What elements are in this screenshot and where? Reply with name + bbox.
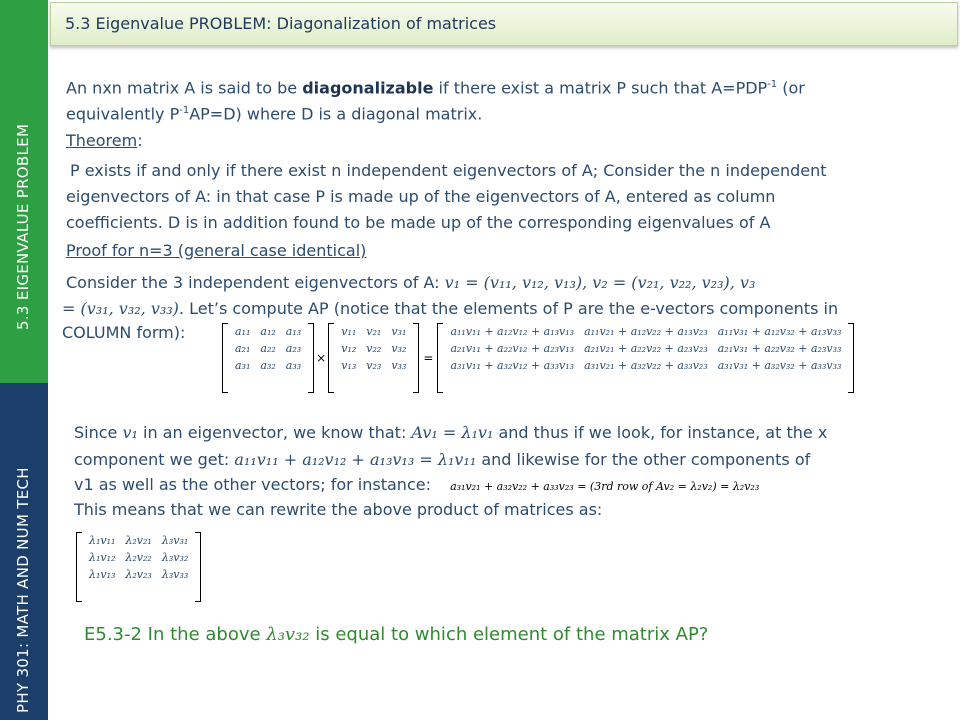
theorem-heading [66,128,143,154]
eigenvector-definitions: v₁ = (v₁₁, v₁₂, v₁₃), v₂ = (v₂₁, v₂₂, v₂₃), v₃ [444,273,756,292]
matrix-lambda-v-table [84,532,193,583]
matrix-a-table-cell: a₃₃ [285,359,302,372]
theorem-colon: : [137,131,143,150]
matrix-p-table-cell: v₂₂ [366,342,382,355]
page-title: 5.3 Eigenvalue PROBLEM: Diagonalization of matrices [65,14,497,33]
proof-heading: Proof for n=3 (general case identical) [66,241,367,260]
consider-line-1 [66,270,755,296]
eigenvector-v3: = (v₃₁, v₃₂, v₃₃). [62,299,185,318]
matrix-a-table-cell: a₂₃ [285,342,302,355]
intro2-post: AP=D) where D is a diagonal matrix. [189,104,483,124]
eigen-equation: Av₁ = λ₁v₁ [411,423,494,442]
sidebar-bottom [0,383,48,720]
since2-b: and likewise for the other components of [476,450,811,469]
since-line-3 [74,472,759,500]
intro-line-2 [66,98,482,127]
intro-text-2: if there exist a matrix P such that A=PDP [433,78,768,98]
matrix-lambda-v-table-cell: λ₂v₂₂ [125,551,152,564]
matrix-lambda-v-table-cell: λ₁v₁₃ [89,568,116,581]
matrix-lambda-v-table-cell: λ₂v₂₁ [125,534,152,547]
matrix-p-table-cell: v₂₃ [366,359,382,372]
matrix-p-table-cell: v₂₁ [366,325,382,338]
matrix-ap-table-cell: a₂₁v₂₁ + a₂₂v₂₂ + a₂₃v₂₃ [584,342,708,355]
matrix-p [328,323,419,393]
intro-line-1 [66,72,805,101]
theorem-label: Theorem [66,131,138,150]
matrix-a-table-cell: a₃₁ [235,359,251,372]
theorem-line-2: eigenvectors of A: in that case P is made up of the eigenvectors of A, entered as column [66,187,776,206]
x-component-equation: a₁₁v₁₁ + a₁₂v₁₂ + a₁₃v₁₃ = λ₁v₁₁ [234,450,477,469]
matrix-lambda-v [76,532,201,604]
consider-text: Consider the 3 independent eigenvectors of A: [66,273,440,292]
matrix-lambda-v-table-cell: λ₁v₁₁ [89,534,116,547]
intro-end: (or [777,78,805,98]
matrix-lambda-v-table-cell: λ₃v₃₁ [161,534,189,547]
matrix-ap-table-cell: a₃₁v₁₁ + a₃₂v₁₂ + a₃₃v₁₃ [450,359,575,372]
matrix-p-table-cell: v₁₂ [341,342,357,355]
since3-text: v1 as well as the other vectors; for instance: [74,475,431,494]
sidebar-top [0,0,48,383]
intro-bold: diagonalizable [302,78,434,98]
intro-text: An nxn matrix A is said to be [66,78,303,98]
since-a: Since [74,423,123,442]
intro2-pre: equivalently P [66,104,180,124]
since-line-2 [74,447,810,473]
matrix-a-table-cell: a₁₂ [260,325,276,338]
equals-sign: = [423,351,434,365]
matrix-a-table-cell: a₁₁ [235,325,251,338]
question-post: is equal to which element of the matrix AP? [309,624,709,645]
matrix-a-table-cell: a₁₃ [285,325,302,338]
matrix-ap [437,323,854,393]
since-c: and thus if we look, for instance, at the x [493,423,828,442]
intro-sup: -1 [767,79,778,90]
matrix-a-table-cell: a₂₂ [260,342,276,355]
matrix-ap-table-cell: a₂₁v₁₁ + a₂₂v₁₂ + a₂₃v₁₃ [450,342,575,355]
matrix-p-table-cell: v₃₂ [391,342,407,355]
intro2-sup: -1 [179,105,190,116]
matrix-p-table-cell: v₁₃ [341,359,357,372]
question-pre: E5.3-2 In the above [84,624,267,645]
matrix-a-table-cell: a₂₁ [235,342,251,355]
consider-line-3: COLUMN form): [62,323,186,342]
matrix-a [222,323,314,393]
theorem-line-3: coefficients. D is in addition found to be made up of the corresponding eigenvalues of A [66,213,771,232]
matrix-ap-table-cell: a₃₁v₂₁ + a₃₂v₂₂ + a₃₃v₂₃ [584,359,708,372]
matrix-lambda-v-table-cell: λ₃v₃₃ [161,568,189,581]
matrix-a-table-cell: a₃₂ [260,359,276,372]
matrix-ap-table-cell: a₁₁v₂₁ + a₁₂v₂₂ + a₁₃v₂₃ [584,325,708,338]
question-math: λ₃v₃₂ [266,624,310,645]
since-v1: v₁ [122,423,138,442]
matrix-lambda-v-table-cell: λ₁v₁₂ [89,551,116,564]
matrix-product [222,322,854,394]
matrix-ap-table-cell: a₃₁v₃₁ + a₃₂v₃₂ + a₃₃v₃₃ [717,359,842,372]
matrix-a-table [230,323,306,374]
consider-line-2 [62,296,838,322]
since-b: in an eigenvector, we know that: [137,423,412,442]
example-equation: a₃₁v₂₁ + a₃₂v₂₂ + a₃₃v₂₃ = (3rd row of Av₂ = λ₂v₂) = λ₂v₂₃ [450,480,760,493]
question [84,624,708,645]
matrix-ap-table-cell: a₁₁v₃₁ + a₁₂v₃₂ + a₁₃v₃₃ [717,325,842,338]
matrix-p-table-cell: v₃₃ [391,359,407,372]
matrix-ap-table-cell: a₁₁v₁₁ + a₁₂v₁₂ + a₁₃v₁₃ [450,325,575,338]
title-bar [50,2,958,46]
consider-text-2: Let’s compute AP (notice that the elements of P are the e-vectors components in [184,299,839,318]
since-line-1 [74,420,827,446]
matrix-lambda-v-table-cell: λ₂v₂₃ [125,568,152,581]
since2-a: component we get: [74,450,235,469]
matrix-ap-table-cell: a₂₁v₃₁ + a₂₂v₃₂ + a₂₃v₃₃ [717,342,842,355]
sidebar-top-label: 5.3 EIGENVALUE PROBLEM [14,123,32,330]
matrix-p-table-cell: v₁₁ [341,325,357,338]
theorem-line-1: P exists if and only if there exist n independent eigenvectors of A; Consider the n independent [70,161,827,180]
matrix-lambda-v-table-cell: λ₃v₃₂ [161,551,189,564]
matrix-p-table [336,323,411,374]
means-line: This means that we can rewrite the above product of matrices as: [74,500,603,519]
sidebar-bottom-label: PHY 301: MATH AND NUM TECH [14,467,32,713]
matrix-p-table-cell: v₃₁ [391,325,407,338]
matrix-ap-table [445,323,846,374]
times-sign: × [316,351,327,365]
